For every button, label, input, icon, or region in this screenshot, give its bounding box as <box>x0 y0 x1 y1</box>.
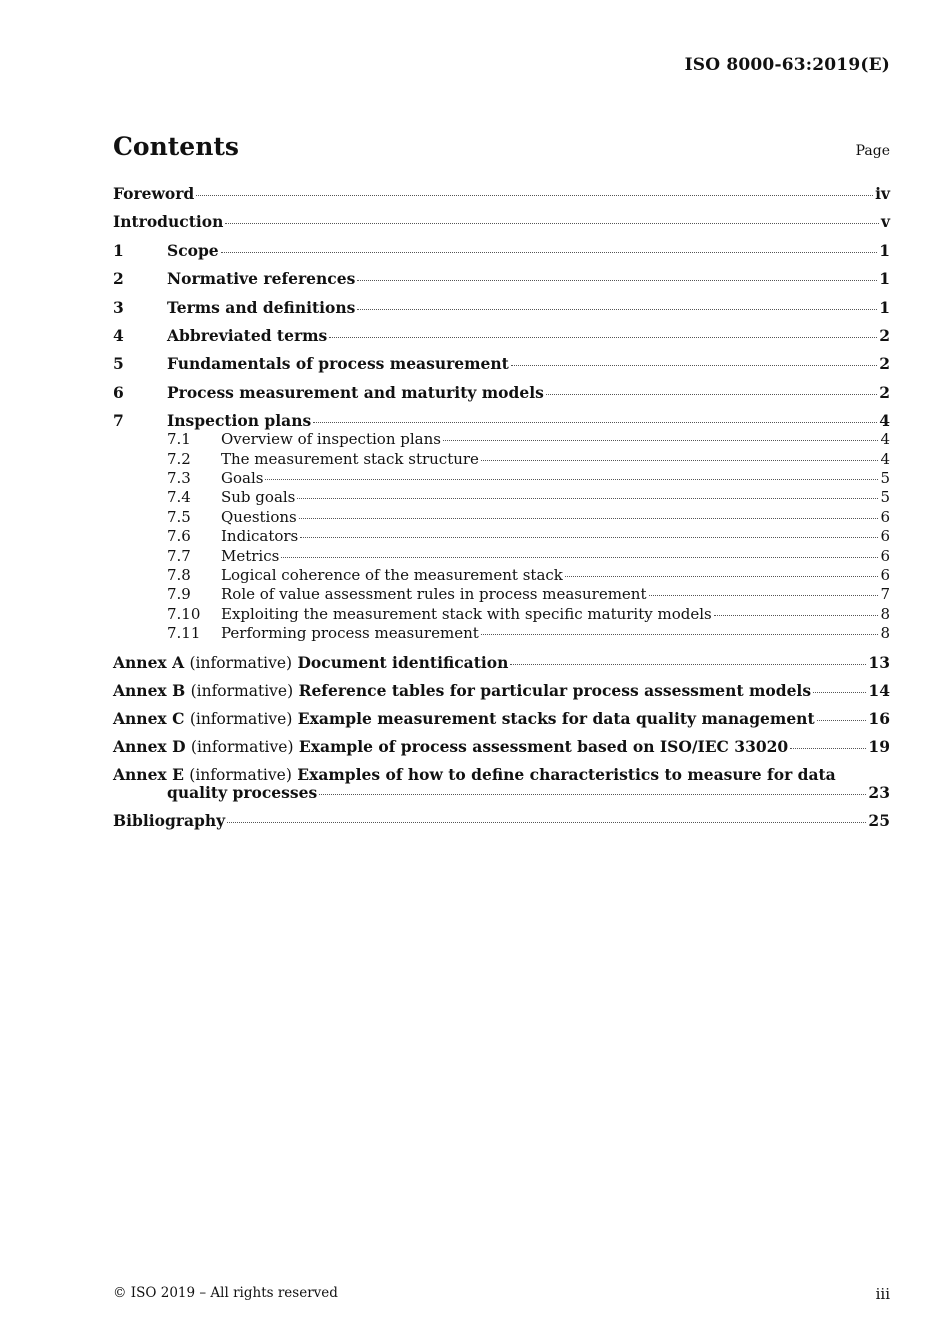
toc-entry-clause[interactable] <box>113 299 890 317</box>
dot-leader <box>329 337 877 338</box>
subclause-number: 7.9 <box>167 585 191 604</box>
toc-entry-title: Process measurement and maturity models <box>167 382 544 402</box>
dot-leader <box>357 309 877 310</box>
toc-entry-title: Fundamentals of process measurement <box>167 354 509 374</box>
dot-leader <box>817 720 867 721</box>
toc-entry-subclause[interactable] <box>113 469 890 488</box>
copyright-notice: © ISO 2019 – All rights reserved <box>113 1285 338 1301</box>
dot-leader <box>196 195 873 196</box>
toc-entry-title: Metrics <box>221 546 280 565</box>
toc-entry-title: Introduction <box>113 212 224 232</box>
dot-leader <box>481 460 879 461</box>
toc-entry-annex[interactable] <box>113 738 890 756</box>
toc-entry-title: Foreword <box>113 184 195 203</box>
dot-leader <box>649 595 879 596</box>
toc-entry-title: Questions <box>221 507 297 526</box>
toc-entry-title: The measurement stack structure <box>221 449 479 468</box>
toc-entry-title: Abbreviated terms <box>167 325 328 345</box>
annex-type: (informative) <box>189 765 292 784</box>
subclause-number: 7.4 <box>167 488 191 507</box>
toc-entry-title: Inspection plans <box>167 411 312 431</box>
toc-entry-title: Indicators <box>221 527 299 546</box>
toc-entry-page: 1 <box>879 269 890 289</box>
toc-entry-page: 16 <box>868 708 890 728</box>
toc-entry-clause[interactable] <box>113 242 890 260</box>
toc-entry-subclause[interactable] <box>113 508 890 527</box>
dot-leader <box>790 748 866 749</box>
toc-entry-subclause[interactable] <box>113 450 890 469</box>
contents-title: Contents <box>113 132 240 161</box>
toc-entry-title: Normative references <box>167 269 356 289</box>
toc-entry-subclause[interactable] <box>113 547 890 566</box>
toc-entry-page: 1 <box>879 297 890 317</box>
dot-leader <box>481 634 879 635</box>
annex-type: (informative) <box>189 653 293 672</box>
dot-leader <box>221 252 878 253</box>
clause-number: 2 <box>113 269 124 289</box>
subclause-number: 7.1 <box>167 430 191 449</box>
table-of-contents <box>113 185 890 830</box>
toc-entry-page: 25 <box>868 810 890 830</box>
subclause-number: 7.10 <box>167 604 201 623</box>
clause-number: 1 <box>113 240 124 260</box>
toc-entry-page: 5 <box>880 468 890 487</box>
toc-entry-title: Goals <box>221 468 264 487</box>
toc-entry-page: 2 <box>879 382 890 402</box>
toc-entry-foreword[interactable] <box>113 185 890 203</box>
dot-leader <box>297 498 878 499</box>
clause-number: 3 <box>113 297 124 317</box>
toc-entry-subclause[interactable] <box>113 585 890 604</box>
page-number: iii <box>875 1285 890 1303</box>
toc-entry-page: 6 <box>880 546 890 565</box>
toc-entry-page: 8 <box>880 604 890 623</box>
toc-entry-subclause[interactable] <box>113 605 890 624</box>
toc-entry-annex[interactable] <box>113 682 890 700</box>
toc-entry-bibliography[interactable] <box>113 812 890 830</box>
page-column-label: Page <box>855 143 890 159</box>
toc-entry-title: Example measurement stacks for data quality management <box>297 708 815 728</box>
annex-type: (informative) <box>190 737 294 756</box>
subclause-number: 7.2 <box>167 449 191 468</box>
toc-entry-title-continuation: quality processes <box>167 782 318 802</box>
toc-entry-subclause[interactable] <box>113 566 890 585</box>
toc-entry-page: 2 <box>879 354 890 374</box>
toc-entry-page: iv <box>875 184 890 203</box>
toc-entry-subclause[interactable] <box>113 430 890 449</box>
clause-number: 5 <box>113 354 124 374</box>
subclause-number: 7.11 <box>167 624 201 643</box>
toc-entry-page: 7 <box>880 585 890 604</box>
toc-entry-clause[interactable] <box>113 412 890 430</box>
toc-entry-title: Document identification <box>297 652 509 672</box>
toc-entry-title: Scope <box>167 240 219 260</box>
toc-entry-page: 4 <box>880 449 890 468</box>
toc-entry-page: 5 <box>880 488 890 507</box>
annex-label: Annex B <box>113 680 186 700</box>
page-footer <box>113 1285 890 1303</box>
toc-entry-title: Role of value assessment rules in process measurement <box>221 585 647 604</box>
toc-entry-title: Terms and definitions <box>167 297 356 317</box>
annex-type: (informative) <box>190 681 294 700</box>
dot-leader <box>299 518 879 519</box>
toc-entry-clause[interactable] <box>113 327 890 345</box>
dot-leader <box>357 280 877 281</box>
toc-entry-clause[interactable] <box>113 384 890 402</box>
dot-leader <box>281 557 878 558</box>
clause-number: 4 <box>113 325 124 345</box>
toc-entry-annex[interactable] <box>113 710 890 728</box>
subclause-number: 7.7 <box>167 546 191 565</box>
toc-entry-subclause[interactable] <box>113 624 890 643</box>
dot-leader <box>443 440 879 441</box>
toc-entry-title: Performing process measurement <box>221 624 479 643</box>
toc-entry-title: Reference tables for particular process assessment models <box>298 680 812 700</box>
toc-entry-title: Overview of inspection plans <box>221 430 441 449</box>
subclause-number: 7.8 <box>167 565 191 584</box>
dot-leader <box>511 365 877 366</box>
annex-label: Annex A <box>113 652 185 672</box>
document-id: ISO 8000-63:2019(E) <box>684 55 890 75</box>
subclause-number: 7.5 <box>167 507 191 526</box>
toc-entry-title: Example of process assessment based on ISO/IEC 33020 <box>298 736 789 756</box>
dot-leader <box>300 537 878 538</box>
toc-entry-clause[interactable] <box>113 270 890 288</box>
dot-leader <box>510 664 866 665</box>
toc-entry-page: 4 <box>879 411 890 431</box>
toc-entry-page: 14 <box>868 680 890 700</box>
toc-entry-page: 1 <box>879 240 890 260</box>
toc-entry-page: 4 <box>880 430 890 449</box>
subclause-number: 7.3 <box>167 468 191 487</box>
toc-entry-introduction[interactable] <box>113 213 890 231</box>
subclause-number: 7.6 <box>167 527 191 546</box>
toc-entry-title: Bibliography <box>113 810 226 830</box>
toc-entry-page: 6 <box>880 565 890 584</box>
toc-entry-page: 23 <box>868 782 890 802</box>
toc-entry-page: 2 <box>879 325 890 345</box>
toc-entry-page: 6 <box>880 527 890 546</box>
toc-entry-subclause[interactable] <box>113 527 890 546</box>
toc-entry-title: Sub goals <box>221 488 296 507</box>
toc-entry-annex-continuation[interactable] <box>113 784 890 802</box>
toc-entry-annex[interactable] <box>113 766 890 784</box>
dot-leader <box>265 479 878 480</box>
toc-entry-page: 6 <box>880 507 890 526</box>
toc-entry-subclause[interactable] <box>113 488 890 507</box>
toc-entry-page: 13 <box>868 652 890 672</box>
dot-leader <box>319 794 866 795</box>
dot-leader <box>714 615 879 616</box>
toc-entry-page: v <box>880 212 890 232</box>
dot-leader <box>225 223 879 224</box>
dot-leader <box>313 422 877 423</box>
contents-header <box>113 132 890 161</box>
dot-leader <box>546 394 877 395</box>
annex-label: Annex D <box>113 736 186 756</box>
clause-number: 6 <box>113 382 124 402</box>
toc-entry-page: 19 <box>868 736 890 756</box>
toc-entry-annex[interactable] <box>113 654 890 672</box>
toc-entry-clause[interactable] <box>113 355 890 373</box>
annex-label: Annex C <box>113 708 185 728</box>
annex-label: Annex E <box>113 764 184 784</box>
toc-entry-title: Examples of how to define characteristics to measure for data <box>297 764 836 784</box>
annex-type: (informative) <box>189 709 293 728</box>
toc-entry-title: Exploiting the measurement stack with specific maturity models <box>221 604 712 623</box>
dot-leader <box>813 692 866 693</box>
toc-entry-title: Logical coherence of the measurement stack <box>221 565 563 584</box>
dot-leader <box>227 822 866 823</box>
dot-leader <box>565 576 879 577</box>
clause-number: 7 <box>113 411 124 431</box>
toc-entry-page: 8 <box>880 624 890 643</box>
